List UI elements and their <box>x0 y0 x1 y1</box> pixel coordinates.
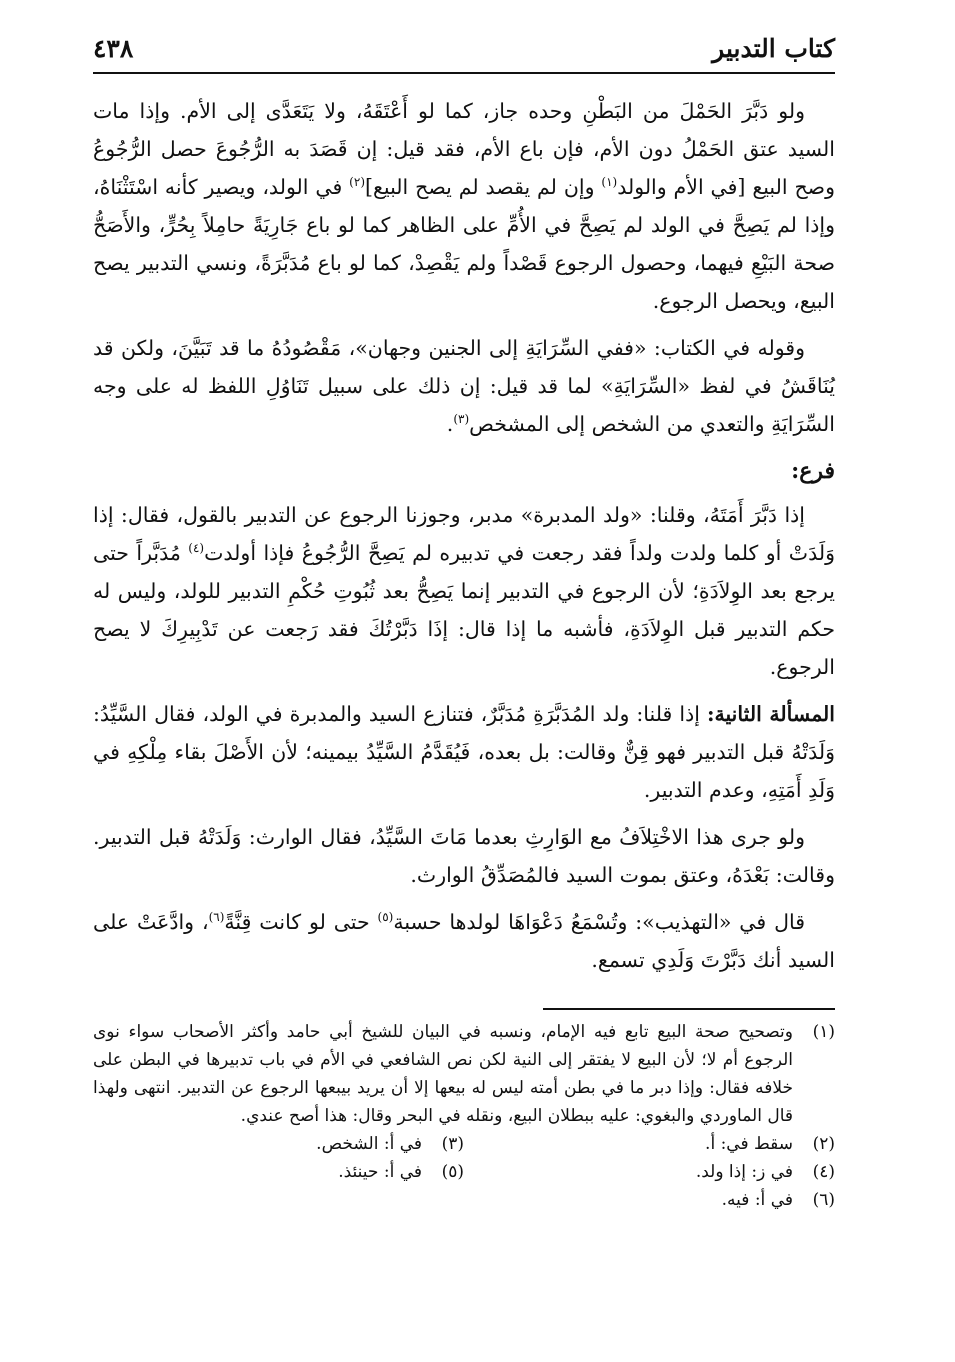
footnote-ref-4[interactable]: (٤) <box>188 541 205 556</box>
running-title: كتاب التدبير <box>712 34 835 63</box>
footnote-divider <box>543 1008 835 1010</box>
footnote-ref-5[interactable]: (٥) <box>377 910 394 925</box>
footnotes <box>93 1018 835 1214</box>
branch-heading: فرع: <box>791 458 835 484</box>
footnote-2: (٢) سقط في: أ. <box>705 1134 835 1154</box>
footnote-3: (٣) في أ: الشخص. <box>316 1134 464 1154</box>
second-issue-label: المسألة الثانية: <box>706 702 835 726</box>
footnote-ref-1[interactable]: (١) <box>601 175 618 190</box>
footnote-6: (٦) في أ: فيه. <box>721 1190 835 1210</box>
paragraph-4: المسألة الثانية: إذا قلنا: ولد المُدَبَّرَةِ مُدَبَّرٌ، فتنازع السيد والمدبرة في الولد، فقال السَّيِّدُ: وَلَدَتْهُ قبل التدبير فهو قِنٌّ وقالت: بل بعده، فَيُقَدَّمُ السَّيِّدُ بيمينه؛ لأن الأَصْلَ بقاء مِلْكِهِ في وَلَدِ أَمَتِهِ، وعدم التدبير. <box>93 702 835 802</box>
page-header <box>93 28 835 74</box>
paragraph-6: قال في «التهذيب»: وتُسْمَعُ دَعْوَاهَا لولدها حسبة$^{(٥)}$ حتى لو كانت قِنَّةً$^{(٦)}$، وادَّعَتْ على السيد أنك دَبَّرْتَ وَلَدِي تسمع. <box>93 910 835 972</box>
footnote-4: (٤) في ز: إذا ولد. <box>695 1162 835 1182</box>
footnote-ref-2[interactable]: (٢) <box>349 175 365 190</box>
main-text <box>93 92 835 988</box>
footnote-5: (٥) في أ: حينئذ. <box>338 1162 464 1182</box>
footnote-ref-6[interactable]: (٦) <box>208 910 225 925</box>
paragraph-1: ولو دَبَّرَ الحَمْلَ من البَطْنِ وحده جاز، كما لو أَعْتَقَهُ، ولا يَتَعَدَّى إلى الأم. وإذا مات السيد عتق الحَمْلُ دون الأم، فإن باع الأم، فقد قيل: إن قَصَدَ به الرُّجُوعَ حصل الرُّجُوعُ وصح البيع [في الأم والولد$^{(١)}$ وإن لم يقصد لم يصح البيع]$^{(٢)}$ في الولد، ويصير كأنه اسْتَثْنَاهُ، وإذا لم يَصِحَّ في الولد لم يَصِحَّ في الأُمِّ على الظاهر كما لو باع جَارِيَةً حامِلاً بِحُرٍّ، والأَصَحُّ صحة البَيْعِ فيهما، وحصول الرجوع قَصْداً ولم يَقْصِدْ، كما لو باع مُدَبَّرَةً، ونسي التدبير يصح البيع، ويحصل الرجوع. <box>93 99 835 313</box>
paragraph-2: وقوله في الكتاب: «ففي السِّرَايَةِ إلى الجنين وجهان»، مَقْصُودُهُ ما قد تَبَيَّنَ، ولكن قد يُنَاقَشُ في لفظ «السِّرَايَةِ» لما قد قيل: إن ذلك على سبيل تَنَاوُلِ اللفظ له على وجه السِّرَايَةِ والتعدي من الشخص إلى المشخص$^{(٣)}$. <box>93 336 835 436</box>
paragraph-5: ولو جرى هذا الاخْتِلاَفُ مع الوَارِثِ بعدما مَاتَ السَّيِّدُ، فقال الوارث: وَلَدَتْهُ قبل التدبير. وقالت: بَعْدَهُ، وعتق بموت السيد فالمُصَدِّقُ الوارث. <box>93 825 835 887</box>
page-number: ٤٣٨ <box>93 34 134 63</box>
footnote-1: (١) وتصحيح صحة البيع تابع فيه الإمام، ونسبه في البيان للشيخ أبي حامد وأكثر الأصحاب سواء نوى الرجوع أم لا؛ لأن البيع لا يفتقر إلى النية لكن نص الشافعي في الأم في باب تدبيرها في البطن على خلافه فقال: وإذا دبر ما في بطن أمته ليس له بيعها إلا أن يريد بيبعها الرجوع عن التدبير. انتهى ولهذا قال الماوردي والبغوي: عليه ببطلان البيع، ونقله في البحر وقال: هذا أصح عندي. <box>93 1022 835 1126</box>
footnote-ref-3[interactable]: (٣) <box>453 412 470 427</box>
paragraph-3: إذا دَبَّرَ أَمَتَهُ، وقلنا: «ولد المدبرة» مدبر، وجوزنا الرجوع عن التدبير بالقول، فقال: إذا وَلَدَتْ أو كلما ولدت ولداً فقد رجعت في تدبيره لم يَصِحَّ الرُّجُوعُ فإذا أولدت$^{(٤)}$ مُدَبَّراً حتى يرجع بعد الوِلاَدَةِ؛ لأن الرجوع في التدبير إنما يَصِحُّ بعد ثُبُوتِ حُكْمِ التدبير للولد، وليس له حكم التدبير قبل الوِلاَدَةِ، فأشبه ما إذا قال: إذَا دَبَّرْتُكَ فقد رَجعت عن تَدْبِيرِكَ لا يصح الرجوع. <box>93 503 835 679</box>
